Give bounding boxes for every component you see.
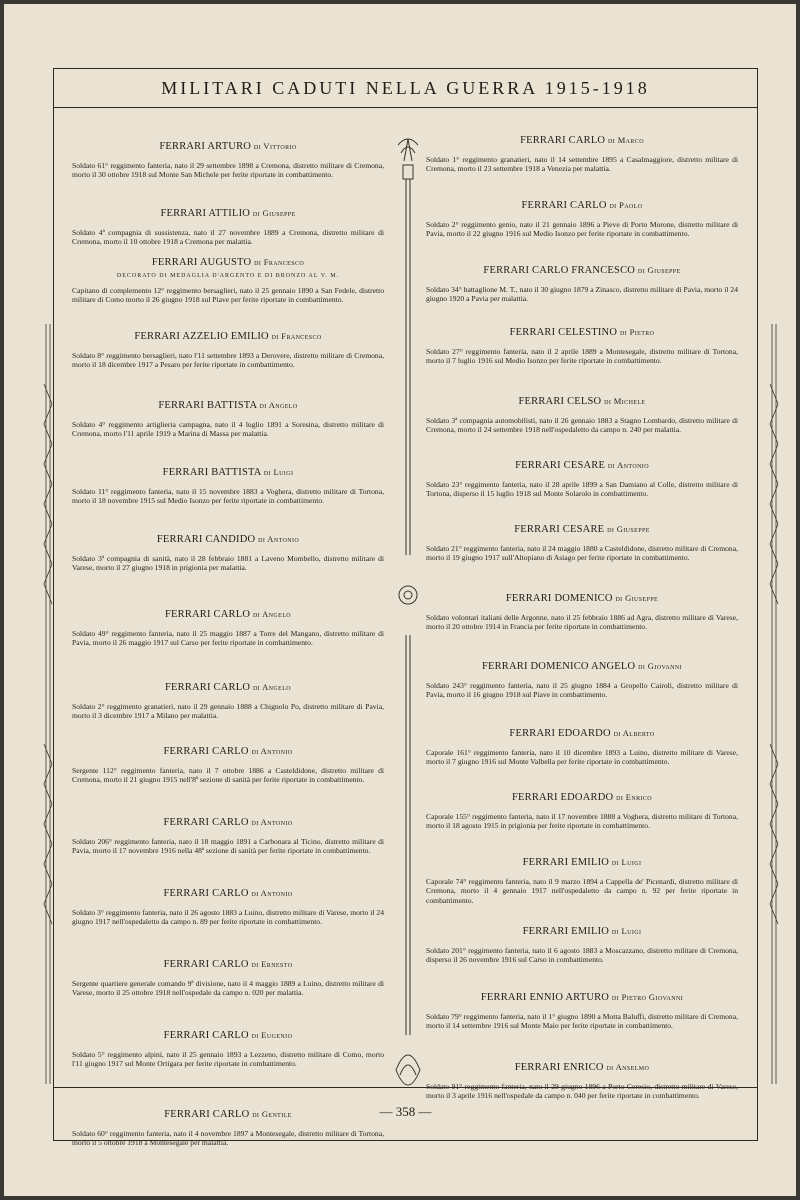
- entry: [426, 327, 738, 366]
- footer-band: [54, 1087, 757, 1140]
- entry-heading: [426, 135, 738, 146]
- soldier-patronym: di Ernesto: [251, 959, 293, 969]
- soldier-patronym: di Luigi: [263, 467, 294, 477]
- entry-text: Soldato 206° reggimento fanteria, nato il 18 maggio 1891 a Carbonara al Ticino, distretto militare di Pavia, morto il 17 novembre 1916 nella 48ª sezione di sanità per ferite riportate in combattimento.: [72, 837, 384, 856]
- entry: [72, 682, 384, 721]
- soldier-patronym: di Antonio: [251, 817, 293, 827]
- entry-heading: [426, 265, 738, 276]
- entry: [426, 396, 738, 435]
- soldier-name: FERRARI CELESTINO: [509, 327, 618, 338]
- soldier-patronym: di Alberto: [613, 728, 655, 738]
- entry-text: Soldato 2° reggimento granatieri, nato il 29 gennaio 1888 a Chignolo Po, distretto militare di Pavia, morto il 3 dicembre 1917 a Milano per malattia.: [72, 702, 384, 721]
- entry-text: Sergente quartiere generale comando 9ª divisione, nato il 4 maggio 1889 a Luino, distretto militare di Varese, morto il 25 ottobre 1918 nell'ospedale da campo n. 020 per malattia.: [72, 979, 384, 998]
- entry: [426, 792, 738, 831]
- entry-heading: [72, 817, 384, 828]
- entry-text: Soldato 3ª compagnia di sanità, nato il 28 febbraio 1881 a Laveno Mombello, distretto militare di Varese, morto il 27 giugno 1918 in prigionia per malattia.: [72, 554, 384, 573]
- soldier-name: FERRARI CARLO: [164, 609, 251, 620]
- soldier-patronym: di Luigi: [611, 857, 642, 867]
- soldier-name: FERRARI EDOARDO: [509, 728, 611, 739]
- soldier-name: FERRARI BATTISTA: [158, 400, 257, 411]
- entry: [72, 609, 384, 648]
- entry: [426, 992, 738, 1031]
- entry: [426, 460, 738, 499]
- entry-text: Caporale 161° reggimento fanteria, nato il 10 dicembre 1893 a Luino, distretto militare di Varese, morto il 7 giugno 1916 sul Monte Valbella per ferite riportate in combattimento.: [426, 748, 738, 767]
- entry: [72, 888, 384, 927]
- soldier-patronym: di Antonio: [251, 746, 293, 756]
- soldier-patronym: di Angelo: [259, 400, 298, 410]
- soldier-patronym: di Pietro Giovanni: [611, 992, 684, 1002]
- soldier-patronym: di Michele: [604, 396, 646, 406]
- entry-heading: [72, 959, 384, 970]
- entry-text: Soldato 27° reggimento fanteria, nato il 2 aprile 1889 a Montesegale, distretto militare di Tortona, morto il 7 luglio 1916 sul Medio Isonzo per ferite riportate in combattimento.: [426, 347, 738, 366]
- entry-text: Soldato 4° reggimento artiglieria campagna, nato il 4 luglio 1891 a Soresina, distretto militare di Cremona, morto l'11 aprile 1919 a Marina di Massa per malattia.: [72, 420, 384, 439]
- entry: [72, 959, 384, 998]
- soldier-patronym: di Vittorio: [253, 141, 297, 151]
- entry-heading: [426, 728, 738, 739]
- soldier-name: FERRARI AUGUSTO: [151, 257, 252, 268]
- soldier-patronym: di Angelo: [252, 682, 292, 692]
- soldier-name: FERRARI EDOARDO: [511, 792, 614, 803]
- entry-heading: [72, 467, 384, 478]
- entry-text: Soldato 4ª compagnia di sussistenza, nato il 27 novembre 1889 a Cremona, distretto militare di Cremona, morto il 10 ottobre 1918 a Cremona per malattia.: [72, 228, 384, 247]
- soldier-name: FERRARI CARLO: [163, 746, 249, 757]
- soldier-name: FERRARI ARTURO: [159, 141, 252, 152]
- soldier-patronym: di Giuseppe: [615, 593, 659, 603]
- soldier-name: FERRARI CARLO FRANCESCO: [483, 265, 636, 276]
- title-band: [54, 69, 757, 108]
- soldier-name: FERRARI CARLO: [163, 888, 249, 899]
- entry-text: Soldato 5° reggimento alpini, nato il 25 gennaio 1893 a Lezzeno, distretto militare di Como, morto l'11 giugno 1917 sul Monte Ortigara per ferite riportate in combattimento.: [72, 1050, 384, 1069]
- soldier-patronym: di Marco: [608, 135, 644, 145]
- soldier-name: FERRARI ATTILIO: [160, 208, 251, 219]
- soldier-name: FERRARI AZZELIO EMILIO: [134, 331, 269, 342]
- entry-heading: [72, 888, 384, 899]
- entry-heading: [426, 857, 738, 868]
- soldier-patronym: di Antonio: [251, 888, 293, 898]
- soldier-patronym: di Pietro: [619, 327, 655, 337]
- soldier-patronym: di Giovanni: [638, 661, 683, 671]
- page-sheet: [4, 4, 796, 1196]
- soldier-patronym: di Paolo: [609, 200, 643, 210]
- entry: [426, 135, 738, 174]
- entry-heading: [426, 396, 738, 407]
- entry-text: Soldato 243° reggimento fanteria, nato il 25 giugno 1884 a Gropello Cairoli, distretto militare di Pavia, morto il 16 giugno 1918 sul Piave in combattimento.: [426, 681, 738, 700]
- entry-decoration: DECORATO DI MEDAGLIA D'ARGENTO E DI BRONZO AL V. M.: [116, 273, 340, 279]
- soldier-name: FERRARI CARLO: [163, 1030, 249, 1041]
- soldier-patronym: di Anselmo: [606, 1062, 650, 1072]
- soldier-name: FERRARI CELSO: [518, 396, 602, 407]
- entry-text: Soldato 201° reggimento fanteria, nato il 6 agosto 1883 a Moscazzano, distretto militare di Cremona, disperso il 26 novembre 1916 sul Carso in combattimento.: [426, 946, 738, 965]
- entry-heading: [426, 992, 738, 1003]
- entry-text: Caporale 155° reggimento fanteria, nato il 17 novembre 1888 a Voghera, distretto militare di Tortona, morto il 18 agosto 1915 in prigionia per ferite riportate in combattimento.: [426, 812, 738, 831]
- entry-heading: [426, 327, 738, 338]
- entry-text: Soldato 11° reggimento fanteria, nato il 15 novembre 1883 a Voghera, distretto militare di Tortona, morto il 18 novembre 1915 sul Medio Isonzo per ferite riportate in combattimento.: [72, 487, 384, 506]
- entry-text: Caporale 74° reggimento fanteria, nato il 9 marzo 1894 a Cappella de' Picenardi, distretto militare di Cremona, morto il 4 gennaio 1917 nell'ospedaletto da campo n. 92 per ferite riportate in combattimento.: [426, 877, 738, 905]
- entry: [72, 257, 384, 305]
- entry-heading: [72, 257, 384, 268]
- entry-heading: [72, 141, 384, 152]
- soldier-patronym: di Antonio: [607, 460, 649, 470]
- soldier-patronym: di Giuseppe: [607, 524, 650, 534]
- entry-text: Soldato 3ª compagnia automobilisti, nato il 26 gennaio 1883 a Stagno Lombardo, distretto militare di Cremona, morto il 24 settembre 1918 nell'ospedaletto da campo n. 240 per malattia.: [426, 416, 738, 435]
- soldier-patronym: di Francesco: [254, 257, 305, 267]
- entry: [426, 593, 738, 632]
- soldier-name: FERRARI CARLO: [520, 135, 606, 146]
- entry-heading: [426, 593, 738, 604]
- soldier-name: FERRARI CANDIDO: [156, 534, 256, 545]
- entry-text: Soldato 8° reggimento bersaglieri, nato l'11 settembre 1893 a Derovere, distretto militare di Cremona, morto il 18 dicembre 1917 a Pesaro per ferite riportate in combattimento.: [72, 351, 384, 370]
- soldier-patronym: di Enrico: [616, 792, 653, 802]
- entry-heading: [426, 792, 738, 803]
- soldier-name: FERRARI DOMENICO ANGELO: [481, 661, 636, 672]
- soldier-name: FERRARI DOMENICO: [505, 593, 613, 604]
- entry-heading: [426, 926, 738, 937]
- entry-text: Soldato 49° reggimento fanteria, nato il 25 maggio 1887 a Torre del Mangano, distretto militare di Pavia, morto il 26 maggio 1917 sul Carso per ferite riportate in combattimento.: [72, 629, 384, 648]
- entry-text: Soldato 91° reggimento fanteria, nato il 29 giugno 1896 a Porto Ceresio, distretto militare di Varese, morto il 3 aprile 1916 nell'ospedale da campo n. 040 per ferite riportate in combattimento.: [426, 1082, 738, 1101]
- page-title: MILITARI CADUTI NELLA GUERRA 1915-1918: [161, 78, 650, 98]
- entry-heading: [426, 200, 738, 211]
- entry-heading: [72, 331, 384, 342]
- soldier-patronym: di Gentile: [252, 1109, 292, 1119]
- entry-text: Sergente 112° reggimento fanteria, nato il 7 ottobre 1886 a Casteldidone, distretto militare di Cremona, morto il 21 giugno 1915 nell'8ª sezione di sanità per ferite riportate in combattimento.: [72, 766, 384, 785]
- entry: [72, 400, 384, 439]
- entry-heading: [72, 400, 384, 411]
- soldier-patronym: di Antonio: [258, 534, 300, 544]
- entry: [426, 857, 738, 905]
- soldier-patronym: di Giuseppe: [637, 265, 681, 275]
- entry-heading: [426, 460, 738, 471]
- soldier-name: FERRARI CARLO: [164, 682, 251, 693]
- left-ornament-icon: [42, 324, 54, 1084]
- right-ornament-icon: [768, 324, 780, 1084]
- entry: [72, 746, 384, 785]
- entry-heading: [426, 524, 738, 535]
- entry: [72, 1030, 384, 1069]
- entry-text: Soldato 3° reggimento fanteria, nato il 26 agosto 1883 a Luino, distretto militare di Varese, morto il 24 giugno 1917 nell'ospedaletto da campo n. 89 per ferite riportate in combattimento.: [72, 908, 384, 927]
- soldier-name: FERRARI CARLO: [163, 817, 249, 828]
- entry: [72, 141, 384, 180]
- entry: [72, 467, 384, 506]
- entry-text: Soldato 21° reggimento fanteria, nato il 24 maggio 1880 a Casteldidone, distretto militare di Cremona, morto il 19 giugno 1917 sull'Altopiano di Asiago per ferite riportate in combattimento.: [426, 544, 738, 563]
- entry-text: Soldato 60° reggimento fanteria, nato il 4 novembre 1897 a Montesegale, distretto militare di Tortona, morto il 5 ottobre 1918 a Montesegale per malattia.: [72, 1129, 384, 1148]
- entry-heading: [72, 682, 384, 693]
- soldier-patronym: di Giuseppe: [252, 208, 296, 218]
- entry: [426, 661, 738, 700]
- soldier-patronym: di Luigi: [611, 926, 642, 936]
- entry-heading: [426, 661, 738, 672]
- entry: [426, 265, 738, 304]
- soldier-name: FERRARI CESARE: [515, 460, 606, 471]
- entry-heading: [72, 208, 384, 219]
- entry: [72, 208, 384, 247]
- entry-heading: [72, 1030, 384, 1041]
- soldier-name: FERRARI ENNIO ARTURO: [480, 992, 610, 1003]
- soldier-name: FERRARI EMILIO: [522, 926, 610, 937]
- entry-heading: [72, 609, 384, 620]
- soldier-name: FERRARI EMILIO: [522, 857, 610, 868]
- entry-text: Soldato 23° reggimento fanteria, nato il 28 aprile 1899 a San Damiano al Colle, distretto militare di Tortona, disperso il 15 luglio 1918 sul Monte Solarolo in combattimento.: [426, 480, 738, 499]
- soldier-name: FERRARI BATTISTA: [162, 467, 261, 478]
- page-number: — 358 —: [379, 1104, 432, 1119]
- soldier-patronym: di Eugenio: [251, 1030, 293, 1040]
- entry-text: Soldato volontari italiani delle Argonne, nato il 25 febbraio 1886 ad Agra, distretto militare di Varese, morto il 20 ottobre 1914 in Francia per ferite riportate in combattimento.: [426, 613, 738, 632]
- entry-text: Soldato 61° reggimento fanteria, nato il 29 settembre 1898 a Cremona, distretto militare di Cremona, morto il 30 ottobre 1918 sul Monte San Michele per ferite riportate in combattimento.: [72, 161, 384, 180]
- page-frame: [53, 68, 758, 1148]
- entry-heading: [72, 534, 384, 545]
- entry: [72, 331, 384, 370]
- entry-heading: [72, 746, 384, 757]
- entry: [426, 524, 738, 563]
- soldier-patronym: di Francesco: [271, 331, 322, 341]
- entry-text: Soldato 79° reggimento fanteria, nato il 1° giugno 1890 a Motta Baluffi, distretto militare di Cremona, morto il 14 settembre 1916 sul Monte Maio per ferite riportate in combattimento.: [426, 1012, 738, 1031]
- entry-text: Soldato 1° reggimento granatieri, nato il 14 settembre 1895 a Casalmaggiore, distretto militare di Cremona, morto il 23 settembre 1918 a Venezia per malattia.: [426, 155, 738, 174]
- entry: [426, 200, 738, 239]
- soldier-name: FERRARI ENRICO: [514, 1062, 604, 1073]
- entry: [72, 817, 384, 856]
- entry-text: Soldato 34° battaglione M. T., nato il 30 giugno 1879 a Zinasco, distretto militare di Pavia, morto il 24 giugno 1920 a Pavia per malattia.: [426, 285, 738, 304]
- soldier-patronym: di Angelo: [252, 609, 292, 619]
- soldier-name: FERRARI CARLO: [163, 959, 249, 970]
- entry: [72, 534, 384, 573]
- soldier-name: FERRARI CARLO: [521, 200, 607, 211]
- entry-heading: [426, 1062, 738, 1073]
- soldier-name: FERRARI CARLO: [164, 1109, 250, 1120]
- ornamental-column-icon: [394, 135, 422, 1115]
- entry: [426, 728, 738, 767]
- entry-text: Capitano di complemento 12° reggimento bersaglieri, nato il 25 gennaio 1890 a San Fedele, distretto militare di Como morto il 26 giugno 1918 sul Piave per ferite riportate in combattimento.: [72, 286, 384, 305]
- entry: [426, 926, 738, 965]
- entry-text: Soldato 2° reggimento genio, nato il 21 gennaio 1896 a Pieve di Porto Morone, distretto militare di Pavia, morto il 22 giugno 1916 sul Medio Isonzo per ferite riportate in combattimento.: [426, 220, 738, 239]
- soldier-name: FERRARI CESARE: [514, 524, 605, 535]
